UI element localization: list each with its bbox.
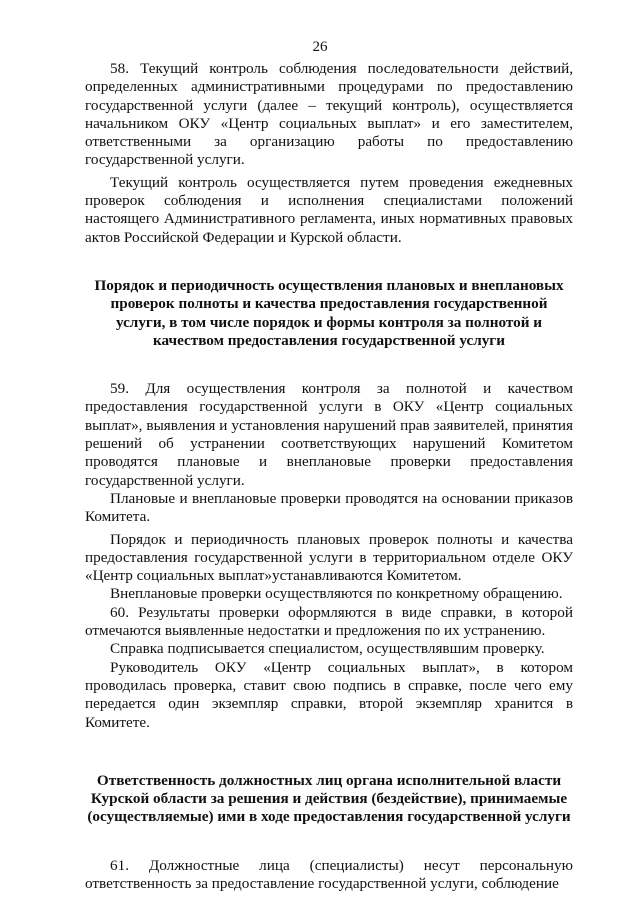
paragraph-59: 59. Для осуществления контроля за полнотой и качеством предоставления государственной услуги в ОКУ «Центр социальных выплат», выявления и установления нарушений прав заявителей, принятия решений об устранении соответствующих нарушений Комитетом проводятся плановые и внеплановые проверки предоставления государственной услуги. <box>85 380 573 489</box>
paragraph-61: 61. Должностные лица (специалисты) несут персональную ответственность за предоставление государственной услуги, соблюдение <box>85 856 573 892</box>
paragraph-current-control: Текущий контроль осуществляется путем проведения ежедневных проверок соблюдения и исполнения специалистами положений настоящего Административного регламента, иных нормативных правовых актов Российской Федерации и Курской области. <box>85 173 573 246</box>
section-heading-inspections: Порядок и периодичность осуществления плановых и внеплановых проверок полноты и качества предоставления государственной услуги, в том числе порядок и формы контроля за полнотой и качеством предоставления государственной услуги <box>94 276 564 349</box>
paragraph-head-signature: Руководитель ОКУ «Центр социальных выплат», в котором проводилась проверка, ставит свою подпись в справке, после чего ему передается один экземпляр справки, второй экземпляр хранится в Комитете. <box>85 658 573 731</box>
paragraph-60: 60. Результаты проверки оформляются в виде справки, в которой отмечаются выявленные недостатки и предложения по их устранению. <box>85 603 573 640</box>
page-number: 26 <box>312 39 328 55</box>
paragraph-report-signed: Справка подписывается специалистом, осуществлявшим проверку. <box>110 640 545 658</box>
paragraph-58: 58. Текущий контроль соблюдения последовательности действий, определенных административными процедурами по предоставлению государственной услуги (далее – текущий контроль), осуществляется начальником ОКУ «Центр социальных выплат» и его заместителем, ответственными за организацию работы по предоставлению государственной услуги. <box>85 60 573 169</box>
paragraph-scheduled-inspections: Плановые и внеплановые проверки проводятся на основании приказов Комитета. <box>85 489 573 526</box>
paragraph-unscheduled-inspections: Внеплановые проверки осуществляются по конкретному обращению. <box>110 585 563 603</box>
paragraph-inspection-order: Порядок и периодичность плановых проверок полноты и качества предоставления государственной услуги в территориальном отделе ОКУ «Центр социальных выплат»устанавливаются Комитетом. <box>85 530 573 585</box>
document-body <box>85 60 573 893</box>
section-heading-responsibility: Ответственность должностных лиц органа исполнительной власти Курской области за решения и действия (бездействие), принимаемые (осуществляемые) ими в ходе предоставления государственной услуги <box>87 771 571 826</box>
